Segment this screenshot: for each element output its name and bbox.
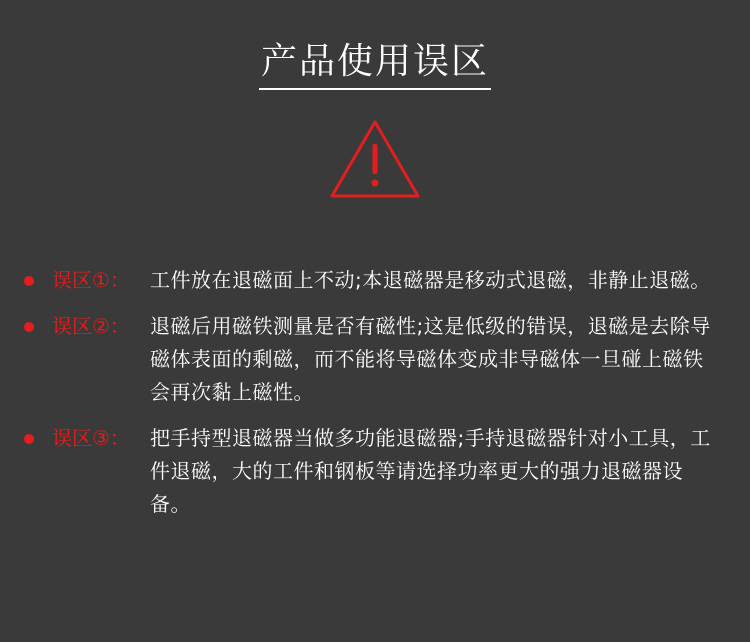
page-title: 产品使用误区: [259, 40, 491, 90]
bullet-dot-icon: [24, 434, 34, 444]
misconception-label: 误区②：: [52, 314, 130, 338]
title-container: [0, 40, 750, 90]
misconception-label: 误区③：: [52, 426, 130, 450]
misconception-text: 工件放在退磁面上不动;本退磁器是移动式退磁，非静止退磁。: [150, 268, 711, 292]
bullet-dot-icon: [24, 322, 34, 332]
misconception-text: 把手持型退磁器当做多功能退磁器;手持退磁器针对小工具，工件退磁，大的工件和钢板等请选择功率更大的强力退磁器设备。: [150, 426, 711, 516]
misconception-list: [24, 264, 724, 534]
misconception-item-2: [24, 310, 724, 409]
misconception-label: 误区①：: [52, 268, 130, 292]
misconception-item-1: [24, 264, 724, 297]
bullet-dot-icon: [24, 276, 34, 286]
warning-icon: [329, 118, 421, 200]
misconception-item-3: [24, 422, 724, 521]
misconception-text: 退磁后用磁铁测量是否有磁性;这是低级的错误，退磁是去除导磁体表面的剩磁，而不能将导磁体变成非导磁体一旦碰上磁铁会再次黏上磁性。: [150, 314, 711, 404]
